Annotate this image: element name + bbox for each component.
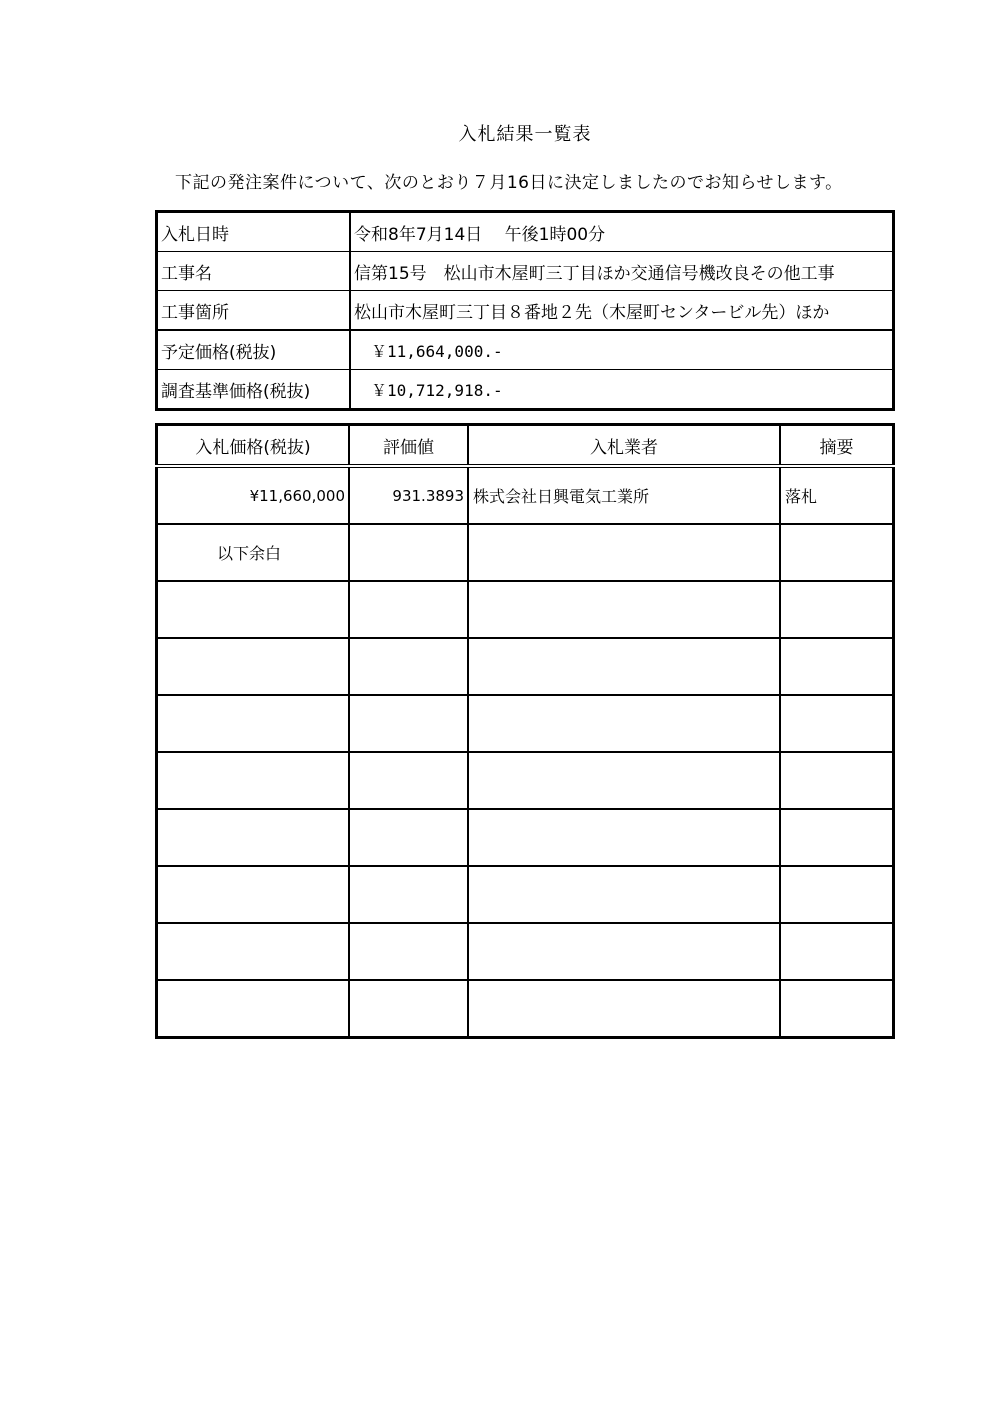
remarks-cell xyxy=(780,923,894,980)
header-remarks: 摘要 xyxy=(780,425,894,467)
info-row-project-name xyxy=(157,252,894,291)
results-header-row xyxy=(157,425,894,467)
project-name-value: 信第15号 松山市木屋町三丁目ほか交通信号機改良その他工事 xyxy=(350,252,894,291)
table-row xyxy=(157,581,894,638)
remarks-cell xyxy=(780,980,894,1038)
remarks-cell xyxy=(780,695,894,752)
table-row xyxy=(157,695,894,752)
remarks-cell xyxy=(780,866,894,923)
info-row-location xyxy=(157,291,894,331)
location-label: 工事箇所 xyxy=(157,291,351,331)
bidder-cell xyxy=(468,752,780,809)
bid-price-cell xyxy=(157,752,350,809)
remarks-cell xyxy=(780,524,894,581)
planned-price-value: ￥11,664,000.- xyxy=(350,330,894,370)
bid-results-table xyxy=(155,423,895,1039)
score-cell xyxy=(349,638,468,695)
score-cell xyxy=(349,923,468,980)
score-cell xyxy=(349,809,468,866)
bidder-cell xyxy=(468,923,780,980)
info-row-planned-price xyxy=(157,330,894,370)
remarks-cell xyxy=(780,581,894,638)
bid-price-cell xyxy=(157,581,350,638)
table-row xyxy=(157,752,894,809)
score-cell xyxy=(349,866,468,923)
bid-info-table xyxy=(155,210,895,411)
planned-price-label: 予定価格(税抜) xyxy=(157,330,351,370)
remarks-cell xyxy=(780,752,894,809)
bidder-cell xyxy=(468,695,780,752)
bid-price-cell xyxy=(157,809,350,866)
table-row xyxy=(157,638,894,695)
bid-price-cell: ¥11,660,000 xyxy=(157,466,350,524)
bid-price-cell xyxy=(157,866,350,923)
remarks-cell: 落札 xyxy=(780,466,894,524)
remarks-cell xyxy=(780,638,894,695)
table-row xyxy=(157,809,894,866)
bidder-cell: 株式会社日興電気工業所 xyxy=(468,466,780,524)
bidder-cell xyxy=(468,866,780,923)
score-cell: 931.3893 xyxy=(349,466,468,524)
header-bidder: 入札業者 xyxy=(468,425,780,467)
bid-datetime-label: 入札日時 xyxy=(157,212,351,252)
location-value: 松山市木屋町三丁目８番地２先（木屋町センタービル先）ほか xyxy=(350,291,894,331)
bid-price-cell xyxy=(157,980,350,1038)
bid-price-cell xyxy=(157,695,350,752)
table-row xyxy=(157,866,894,923)
bidder-cell xyxy=(468,809,780,866)
bid-price-cell xyxy=(157,923,350,980)
bid-datetime-value: 令和8年7月14日 午後1時00分 xyxy=(350,212,894,252)
notice-text: 下記の発注案件について、次のとおり７月16日に決定しましたのでお知らせします。 xyxy=(175,173,843,193)
score-cell xyxy=(349,752,468,809)
info-row-survey-price xyxy=(157,370,894,410)
survey-price-label: 調査基準価格(税抜) xyxy=(157,370,351,410)
score-cell xyxy=(349,695,468,752)
bidder-cell xyxy=(468,980,780,1038)
header-score: 評価値 xyxy=(349,425,468,467)
blank-below-label: 以下余白 xyxy=(157,524,350,581)
bidder-cell xyxy=(468,524,780,581)
header-price: 入札価格(税抜) xyxy=(157,425,350,467)
page-title: 入札結果一覧表 xyxy=(458,124,592,145)
bidder-cell xyxy=(468,581,780,638)
table-row xyxy=(157,466,894,524)
score-cell xyxy=(349,980,468,1038)
info-row-bid-datetime xyxy=(157,212,894,252)
bidder-cell xyxy=(468,638,780,695)
survey-price-value: ￥10,712,918.- xyxy=(350,370,894,410)
table-row xyxy=(157,524,894,581)
score-cell xyxy=(349,581,468,638)
table-row xyxy=(157,923,894,980)
project-name-label: 工事名 xyxy=(157,252,351,291)
bid-price-cell xyxy=(157,638,350,695)
score-cell xyxy=(349,524,468,581)
table-row xyxy=(157,980,894,1038)
remarks-cell xyxy=(780,809,894,866)
